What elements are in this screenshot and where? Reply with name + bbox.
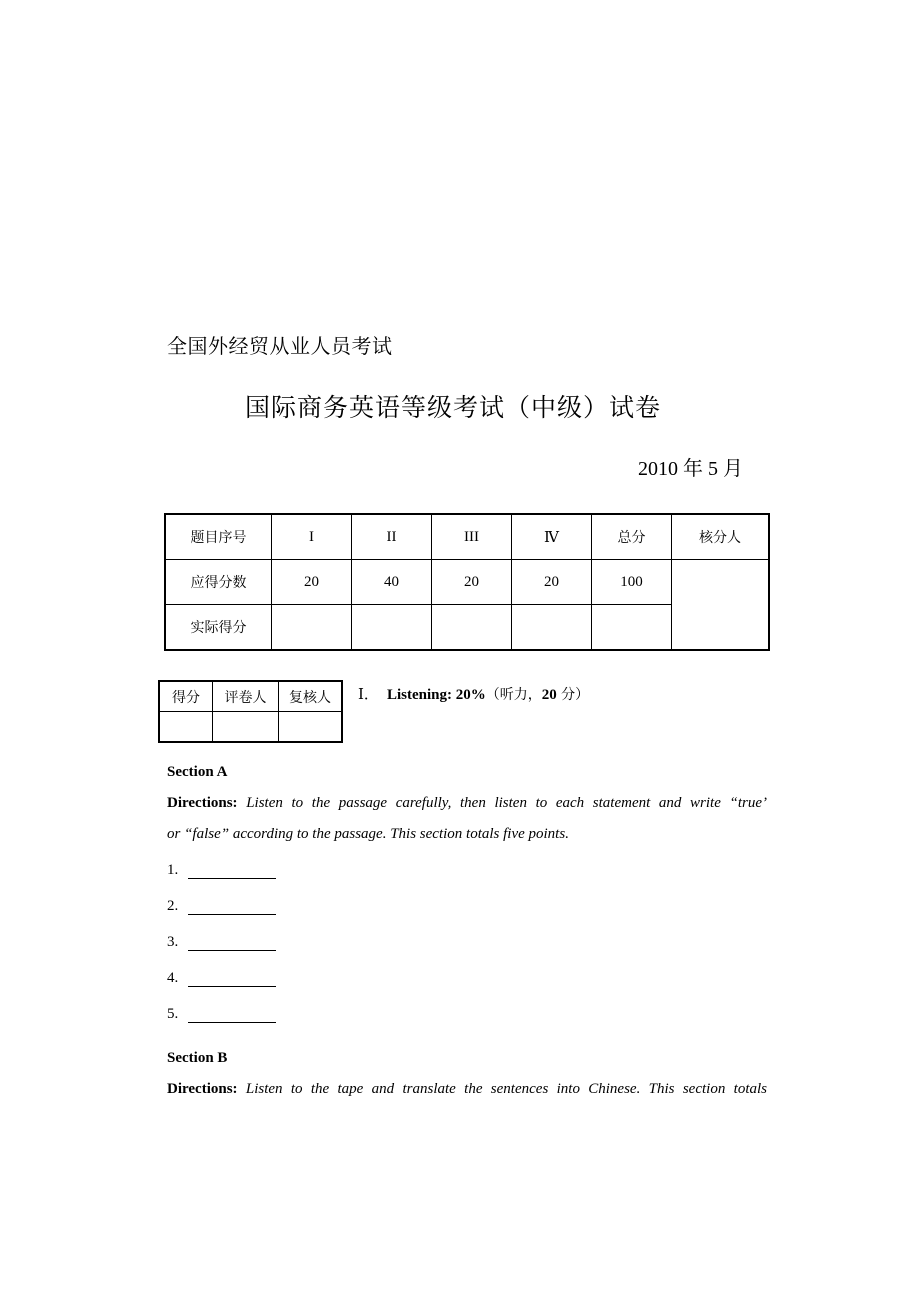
answer-blank[interactable] bbox=[188, 900, 276, 915]
answer-item bbox=[167, 934, 276, 951]
section-a-directions-line1 bbox=[167, 795, 767, 812]
actual-score-cell[interactable] bbox=[512, 605, 592, 651]
grader-marker-cell[interactable] bbox=[213, 712, 279, 743]
answer-blank[interactable] bbox=[188, 1008, 276, 1023]
possible-score-total-cell: 100 bbox=[592, 560, 672, 605]
section-b-directions-label: Directions: bbox=[167, 1081, 238, 1097]
answer-item bbox=[167, 970, 276, 987]
section-b-heading: Section B bbox=[167, 1050, 228, 1066]
part-title-zh: （听力， bbox=[485, 687, 542, 703]
answer-number: 4. bbox=[167, 970, 179, 986]
checker-signature-cell[interactable] bbox=[672, 560, 770, 651]
possible-score-cell: 20 bbox=[512, 560, 592, 605]
header-cell-question-number: 题目序号 bbox=[165, 514, 272, 560]
score-table-row-possible bbox=[165, 560, 769, 605]
grader-header-marker: 评卷人 bbox=[213, 681, 279, 712]
section-b-directions bbox=[167, 1081, 767, 1098]
part-title: Listening: 20% bbox=[386, 687, 486, 703]
header-cell-part-1: I bbox=[272, 514, 352, 560]
answer-blank[interactable] bbox=[188, 972, 276, 987]
row-label-actual-score: 实际得分 bbox=[165, 605, 272, 651]
answer-number: 3. bbox=[167, 934, 179, 950]
grader-header-score: 得分 bbox=[159, 681, 213, 712]
section-b-directions-text: Listen to the tape and translate the sentences into Chinese. This section totals bbox=[245, 1081, 767, 1097]
score-table bbox=[164, 513, 770, 651]
header-cell-part-2: II bbox=[352, 514, 432, 560]
actual-score-total-cell[interactable] bbox=[592, 605, 672, 651]
header-cell-part-3: III bbox=[432, 514, 512, 560]
grader-header-reviewer: 复核人 bbox=[279, 681, 343, 712]
answer-number: 2. bbox=[167, 898, 179, 914]
exam-organization: 全国外经贸从业人员考试 bbox=[167, 334, 393, 358]
answer-blank[interactable] bbox=[188, 864, 276, 879]
possible-score-cell: 40 bbox=[352, 560, 432, 605]
section-a-directions-label: Directions: bbox=[167, 795, 238, 811]
answer-number: 5. bbox=[167, 1006, 179, 1022]
score-table-header-row bbox=[165, 514, 769, 560]
grader-table-header-row bbox=[159, 681, 342, 712]
header-cell-part-4: Ⅳ bbox=[512, 514, 592, 560]
section-a-directions-text: Listen to the passage carefully, then listen to each statement and write “true’ bbox=[246, 795, 768, 811]
actual-score-cell[interactable] bbox=[352, 605, 432, 651]
part-number: Ⅰ． bbox=[358, 687, 379, 703]
grader-table bbox=[158, 680, 343, 743]
answer-blank[interactable] bbox=[188, 936, 276, 951]
section-a-directions-line2: or “false” according to the passage. This section totals five points. bbox=[167, 826, 569, 842]
row-label-possible-score: 应得分数 bbox=[165, 560, 272, 605]
grader-table-entry-row bbox=[159, 712, 342, 743]
part-1-heading bbox=[358, 683, 589, 704]
exam-date: 2010 年 5 月 bbox=[638, 458, 743, 480]
answer-item bbox=[167, 898, 276, 915]
section-a-heading: Section A bbox=[167, 764, 228, 780]
actual-score-cell[interactable] bbox=[432, 605, 512, 651]
grader-reviewer-cell[interactable] bbox=[279, 712, 343, 743]
actual-score-cell[interactable] bbox=[272, 605, 352, 651]
possible-score-cell: 20 bbox=[432, 560, 512, 605]
answer-item bbox=[167, 1006, 276, 1023]
part-points: 20 bbox=[541, 687, 557, 703]
header-cell-total: 总分 bbox=[592, 514, 672, 560]
part-points-unit: 分） bbox=[556, 687, 590, 703]
exam-title: 国际商务英语等级考试（中级）试卷 bbox=[245, 393, 662, 422]
grader-score-cell[interactable] bbox=[159, 712, 213, 743]
possible-score-cell: 20 bbox=[272, 560, 352, 605]
answer-item bbox=[167, 862, 276, 879]
header-cell-checker: 核分人 bbox=[672, 514, 770, 560]
answer-number: 1. bbox=[167, 862, 179, 878]
